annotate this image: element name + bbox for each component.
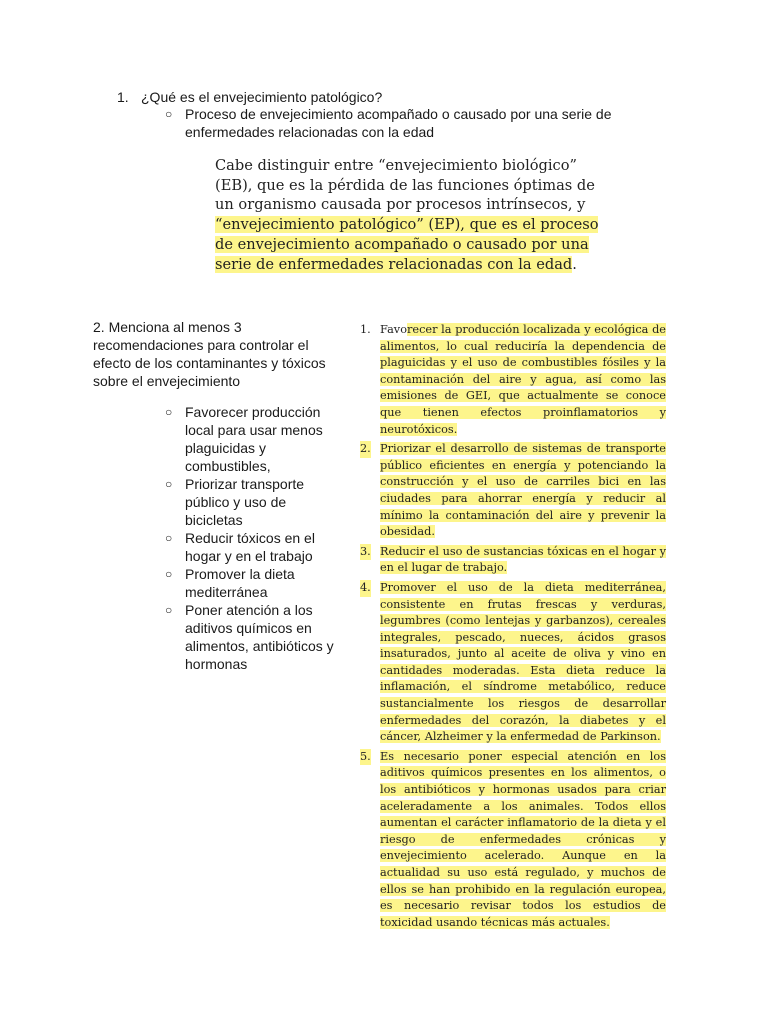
list-item-text: Favorecer producción local para usar menos plaguicidas y combustibles, bbox=[185, 404, 323, 474]
quote-1-highlight: “envejecimiento patológico” (EP), que es el proceso de envejecimiento acompañado o causado por una serie de enfermedades relacionadas con la edad bbox=[215, 216, 599, 273]
quote-item-number: 3. bbox=[360, 544, 371, 561]
bullet-icon: ○ bbox=[165, 603, 173, 617]
quote-item-3 bbox=[360, 544, 666, 577]
quote-item-highlight: Reducir el uso de sustancias tóxicas en el hogar y en el lugar de trabajo. bbox=[380, 544, 666, 575]
quote-item-number: 5. bbox=[360, 749, 371, 766]
bullet-icon: ○ bbox=[165, 477, 173, 491]
answer-1-text: Proceso de envejecimiento acompañado o causado por una serie de enfermedades relacionadas con la edad bbox=[185, 106, 612, 140]
quote-item-1 bbox=[360, 322, 666, 438]
bullet-icon: ○ bbox=[165, 531, 173, 545]
list-item bbox=[165, 601, 345, 673]
list-item-text: Priorizar transporte público y uso de bicicletas bbox=[185, 476, 305, 528]
quote-item-2 bbox=[360, 441, 666, 541]
question-1-text: ¿Qué es el envejecimiento patológico? bbox=[141, 89, 383, 105]
question-1-number: 1. bbox=[117, 89, 129, 105]
quote-item-number: 4. bbox=[360, 580, 371, 597]
list-item bbox=[165, 565, 345, 601]
list-item bbox=[165, 529, 345, 565]
list-item-text: Promover la dieta mediterránea bbox=[185, 566, 295, 600]
quote-item-highlight: Promover el uso de la dieta mediterránea, consistente en frutas frescas y verduras, legumbres (como lentejas y garbanzos), cereales integrales, pescado, nueces, ácidos grasos insaturados, junto al aceite de oliva y vino en cantidades moderadas. Esta dieta reduce la inflamación, el síndrome metabólico, reduce sustancialmente los riesgos de desarrollar enfermedades del corazón, la diabetes y el cáncer, Alzheimer y la enfermedad de Parkinson. bbox=[380, 580, 666, 744]
quote-1-end: . bbox=[572, 255, 577, 273]
bullet-icon: ○ bbox=[165, 405, 173, 419]
list-item-text: Reducir tóxicos en el hogar y en el trabajo bbox=[185, 530, 315, 564]
question-2: 2. Menciona al menos 3 recomendaciones para controlar el efecto de los contaminantes y tóxicos sobre el envejecimiento bbox=[93, 319, 326, 389]
quote-item-5 bbox=[360, 749, 666, 932]
quote-excerpt-2 bbox=[360, 322, 666, 934]
list-item bbox=[165, 403, 345, 475]
quote-excerpt-1 bbox=[215, 156, 605, 274]
quote-item-plain: Favo bbox=[380, 323, 407, 336]
quote-item-4 bbox=[360, 580, 666, 746]
bullet-icon: ○ bbox=[165, 107, 173, 121]
list-item-text: Poner atención a los aditivos químicos en alimentos, antibióticos y hormonas bbox=[185, 602, 334, 672]
quote-item-number: 1. bbox=[360, 323, 371, 336]
quote-item-highlight: Es necesario poner especial atención en los aditivos químicos presentes en los alimentos, o los antibióticos y hormonas usados para criar aceleradamente a los animales. Todos ellos aumentan el carácter inflamatorio de la dieta y el riesgo de enfermedades crónicas y envejecimiento acelerado. Aunque en la actualidad su uso está regulado, y muchos de ellos se han prohibido en la regulación europea, es necesario revisar todos los estudios de toxicidad usando técnicas más actuales. bbox=[380, 749, 666, 929]
answer-2-list bbox=[165, 403, 345, 673]
quote-item-highlight: recer la producción localizada y ecológica de alimentos, lo cual reduciría la dependencia de plaguicidas y el uso de combustibles fósiles y la contaminación del aire y agua, así como las emisiones de GEI, que actualmente se conoce que tienen efectos proinflamatorios y neurotóxicos. bbox=[380, 323, 666, 436]
quote-item-highlight: Priorizar el desarrollo de sistemas de transporte público eficientes en energía y potenciando la construcción y el uso de carriles bici en las ciudades para ahorrar energía y reducir al mínimo la contaminación del aire y prevenir la obesidad. bbox=[380, 442, 666, 539]
quote-item-number: 2. bbox=[360, 441, 371, 458]
bullet-icon: ○ bbox=[165, 567, 173, 581]
list-item bbox=[165, 475, 345, 529]
quote-1-plain: Cabe distinguir entre “envejecimiento biológico” (EB), que es la pérdida de las funciones óptimas de un organismo causada por procesos intrínsecos, y bbox=[215, 157, 595, 214]
